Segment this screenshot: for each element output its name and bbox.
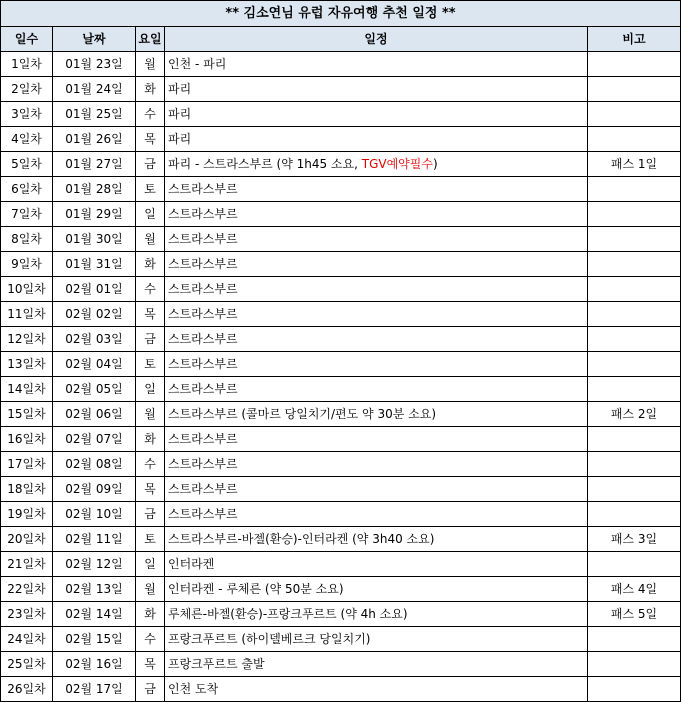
date-cell: 01월 27일 (53, 152, 136, 177)
weekday-cell: 토 (136, 177, 165, 202)
schedule-cell (165, 377, 588, 402)
schedule-cell (165, 77, 588, 102)
weekday-cell: 화 (136, 77, 165, 102)
schedule-text: 스트라스부르 (콜마르 당일치기/편도 약 30분 소요) (168, 407, 436, 421)
date-cell: 01월 28일 (53, 177, 136, 202)
schedule-text: 파리 (168, 132, 192, 146)
schedule-cell (165, 627, 588, 652)
schedule-cell (165, 102, 588, 127)
note-cell (588, 502, 681, 527)
weekday-cell: 화 (136, 602, 165, 627)
table-row (1, 277, 681, 302)
note-cell (588, 252, 681, 277)
table-row (1, 302, 681, 327)
schedule-text: 스트라스부르 (168, 432, 238, 446)
table-row (1, 327, 681, 352)
schedule-text: 인터라켄 (168, 557, 215, 571)
day-cell: 3일차 (1, 102, 53, 127)
schedule-cell (165, 402, 588, 427)
table-row (1, 352, 681, 377)
date-cell: 01월 26일 (53, 127, 136, 152)
date-cell: 01월 30일 (53, 227, 136, 252)
day-cell: 20일차 (1, 527, 53, 552)
weekday-cell: 일 (136, 552, 165, 577)
day-cell: 1일차 (1, 52, 53, 77)
day-cell: 8일차 (1, 227, 53, 252)
schedule-cell (165, 352, 588, 377)
table-row (1, 477, 681, 502)
weekday-cell: 월 (136, 227, 165, 252)
note-cell (588, 352, 681, 377)
note-cell (588, 202, 681, 227)
schedule-cell (165, 477, 588, 502)
table-row (1, 652, 681, 677)
table-row (1, 77, 681, 102)
date-cell: 02월 03일 (53, 327, 136, 352)
weekday-cell: 금 (136, 152, 165, 177)
weekday-cell: 금 (136, 677, 165, 702)
weekday-cell: 목 (136, 302, 165, 327)
schedule-text: 스트라스부르 (168, 232, 238, 246)
table-row (1, 602, 681, 627)
header-day: 일수 (1, 27, 53, 52)
schedule-cell (165, 327, 588, 352)
date-cell: 01월 23일 (53, 52, 136, 77)
note-cell (588, 652, 681, 677)
date-cell: 02월 05일 (53, 377, 136, 402)
schedule-cell (165, 527, 588, 552)
table-row (1, 627, 681, 652)
day-cell: 24일차 (1, 627, 53, 652)
schedule-cell (165, 427, 588, 452)
schedule-cell (165, 452, 588, 477)
day-cell: 5일차 (1, 152, 53, 177)
day-cell: 11일차 (1, 302, 53, 327)
schedule-text: 스트라스부르-바젤(환승)-인터라켄 (약 3h40 소요) (168, 532, 435, 546)
schedule-text: 스트라스부르 (168, 457, 238, 471)
table-row (1, 577, 681, 602)
schedule-cell (165, 127, 588, 152)
day-cell: 13일차 (1, 352, 53, 377)
schedule-cell (165, 277, 588, 302)
table-row (1, 177, 681, 202)
day-cell: 12일차 (1, 327, 53, 352)
date-cell: 02월 01일 (53, 277, 136, 302)
header-schedule: 일정 (165, 27, 588, 52)
day-cell: 9일차 (1, 252, 53, 277)
day-cell: 26일차 (1, 677, 53, 702)
day-cell: 22일차 (1, 577, 53, 602)
table-row (1, 502, 681, 527)
schedule-cell (165, 252, 588, 277)
table-row (1, 377, 681, 402)
note-cell: 패스 1일 (588, 152, 681, 177)
table-row (1, 127, 681, 152)
date-cell: 01월 24일 (53, 77, 136, 102)
note-cell (588, 452, 681, 477)
weekday-cell: 수 (136, 452, 165, 477)
schedule-text: 인천 도착 (168, 682, 219, 696)
schedule-cell (165, 177, 588, 202)
date-cell: 02월 12일 (53, 552, 136, 577)
day-cell: 25일차 (1, 652, 53, 677)
schedule-text: 스트라스부르 (168, 357, 238, 371)
note-cell (588, 377, 681, 402)
schedule-text: 프랑크푸르트 출발 (168, 657, 265, 671)
weekday-cell: 수 (136, 102, 165, 127)
weekday-cell: 토 (136, 352, 165, 377)
note-cell (588, 677, 681, 702)
day-cell: 14일차 (1, 377, 53, 402)
note-cell (588, 477, 681, 502)
note-cell (588, 177, 681, 202)
table-row (1, 677, 681, 702)
day-cell: 10일차 (1, 277, 53, 302)
note-cell (588, 302, 681, 327)
schedule-text: 인천 - 파리 (168, 57, 227, 71)
day-cell: 6일차 (1, 177, 53, 202)
weekday-cell: 토 (136, 527, 165, 552)
weekday-cell: 월 (136, 402, 165, 427)
weekday-cell: 금 (136, 327, 165, 352)
day-cell: 17일차 (1, 452, 53, 477)
weekday-cell: 수 (136, 627, 165, 652)
schedule-text: 스트라스부르 (168, 382, 238, 396)
schedule-cell (165, 302, 588, 327)
table-row (1, 152, 681, 177)
schedule-text: 루체른-바젤(환승)-프랑크푸르트 (약 4h 소요) (168, 607, 408, 621)
date-cell: 02월 16일 (53, 652, 136, 677)
schedule-text: 스트라스부르 (168, 332, 238, 346)
schedule-cell (165, 652, 588, 677)
day-cell: 23일차 (1, 602, 53, 627)
schedule-text: 스트라스부르 (168, 507, 238, 521)
schedule-text: 스트라스부르 (168, 307, 238, 321)
weekday-cell: 일 (136, 202, 165, 227)
page-title: ** 김소연님 유럽 자유여행 추천 일정 ** (1, 1, 681, 27)
date-cell: 02월 07일 (53, 427, 136, 452)
day-cell: 21일차 (1, 552, 53, 577)
date-cell: 02월 15일 (53, 627, 136, 652)
day-cell: 7일차 (1, 202, 53, 227)
weekday-cell: 화 (136, 427, 165, 452)
date-cell: 02월 14일 (53, 602, 136, 627)
schedule-text: 인터라켄 - 루체른 (약 50분 소요) (168, 582, 344, 596)
schedule-text: 파리 (168, 82, 192, 96)
weekday-cell: 금 (136, 502, 165, 527)
schedule-text: 스트라스부르 (168, 482, 238, 496)
date-cell: 02월 13일 (53, 577, 136, 602)
date-cell: 01월 31일 (53, 252, 136, 277)
schedule-text: 스트라스부르 (168, 207, 238, 221)
header-note: 비고 (588, 27, 681, 52)
schedule-cell (165, 577, 588, 602)
schedule-cell (165, 152, 588, 177)
date-cell: 02월 08일 (53, 452, 136, 477)
schedule-cell (165, 502, 588, 527)
date-cell: 01월 25일 (53, 102, 136, 127)
note-cell (588, 627, 681, 652)
schedule-cell (165, 552, 588, 577)
note-cell: 패스 5일 (588, 602, 681, 627)
day-cell: 2일차 (1, 77, 53, 102)
day-cell: 4일차 (1, 127, 53, 152)
schedule-text: 프랑크푸르트 (하이델베르크 당일치기) (168, 632, 371, 646)
weekday-cell: 목 (136, 127, 165, 152)
note-cell (588, 552, 681, 577)
weekday-cell: 일 (136, 377, 165, 402)
schedule-text: 스트라스부르 (168, 182, 238, 196)
table-row (1, 552, 681, 577)
table-row (1, 102, 681, 127)
note-cell (588, 77, 681, 102)
note-cell: 패스 4일 (588, 577, 681, 602)
header-weekday: 요일 (136, 27, 165, 52)
title-row (1, 1, 681, 27)
note-cell (588, 277, 681, 302)
table-row (1, 527, 681, 552)
table-row (1, 52, 681, 77)
note-cell (588, 127, 681, 152)
note-cell (588, 427, 681, 452)
date-cell: 02월 10일 (53, 502, 136, 527)
schedule-cell (165, 677, 588, 702)
note-cell (588, 327, 681, 352)
table-row (1, 227, 681, 252)
date-cell: 02월 02일 (53, 302, 136, 327)
day-cell: 18일차 (1, 477, 53, 502)
date-cell: 02월 11일 (53, 527, 136, 552)
weekday-cell: 화 (136, 252, 165, 277)
schedule-text: 파리 (168, 107, 192, 121)
table-row (1, 452, 681, 477)
note-cell (588, 102, 681, 127)
schedule-cell (165, 202, 588, 227)
schedule-cell (165, 227, 588, 252)
date-cell: 02월 09일 (53, 477, 136, 502)
header-date: 날짜 (53, 27, 136, 52)
weekday-cell: 월 (136, 52, 165, 77)
weekday-cell: 목 (136, 477, 165, 502)
date-cell: 02월 17일 (53, 677, 136, 702)
date-cell: 02월 06일 (53, 402, 136, 427)
schedule-tail: ) (432, 157, 438, 171)
weekday-cell: 수 (136, 277, 165, 302)
day-cell: 16일차 (1, 427, 53, 452)
note-cell: 패스 3일 (588, 527, 681, 552)
note-cell: 패스 2일 (588, 402, 681, 427)
note-cell (588, 227, 681, 252)
schedule-cell (165, 52, 588, 77)
schedule-cell (165, 602, 588, 627)
table-row (1, 427, 681, 452)
schedule-text: 스트라스부르 (168, 282, 238, 296)
header-row (1, 27, 681, 52)
weekday-cell: 월 (136, 577, 165, 602)
table-row (1, 402, 681, 427)
schedule-text: 스트라스부르 (168, 257, 238, 271)
date-cell: 02월 04일 (53, 352, 136, 377)
table-row (1, 252, 681, 277)
day-cell: 19일차 (1, 502, 53, 527)
schedule-text: 파리 - 스트라스부르 (약 1h45 소요, (168, 157, 362, 171)
date-cell: 01월 29일 (53, 202, 136, 227)
table-row (1, 202, 681, 227)
note-cell (588, 52, 681, 77)
weekday-cell: 목 (136, 652, 165, 677)
schedule-highlight: TGV예약필수 (361, 157, 433, 171)
day-cell: 15일차 (1, 402, 53, 427)
